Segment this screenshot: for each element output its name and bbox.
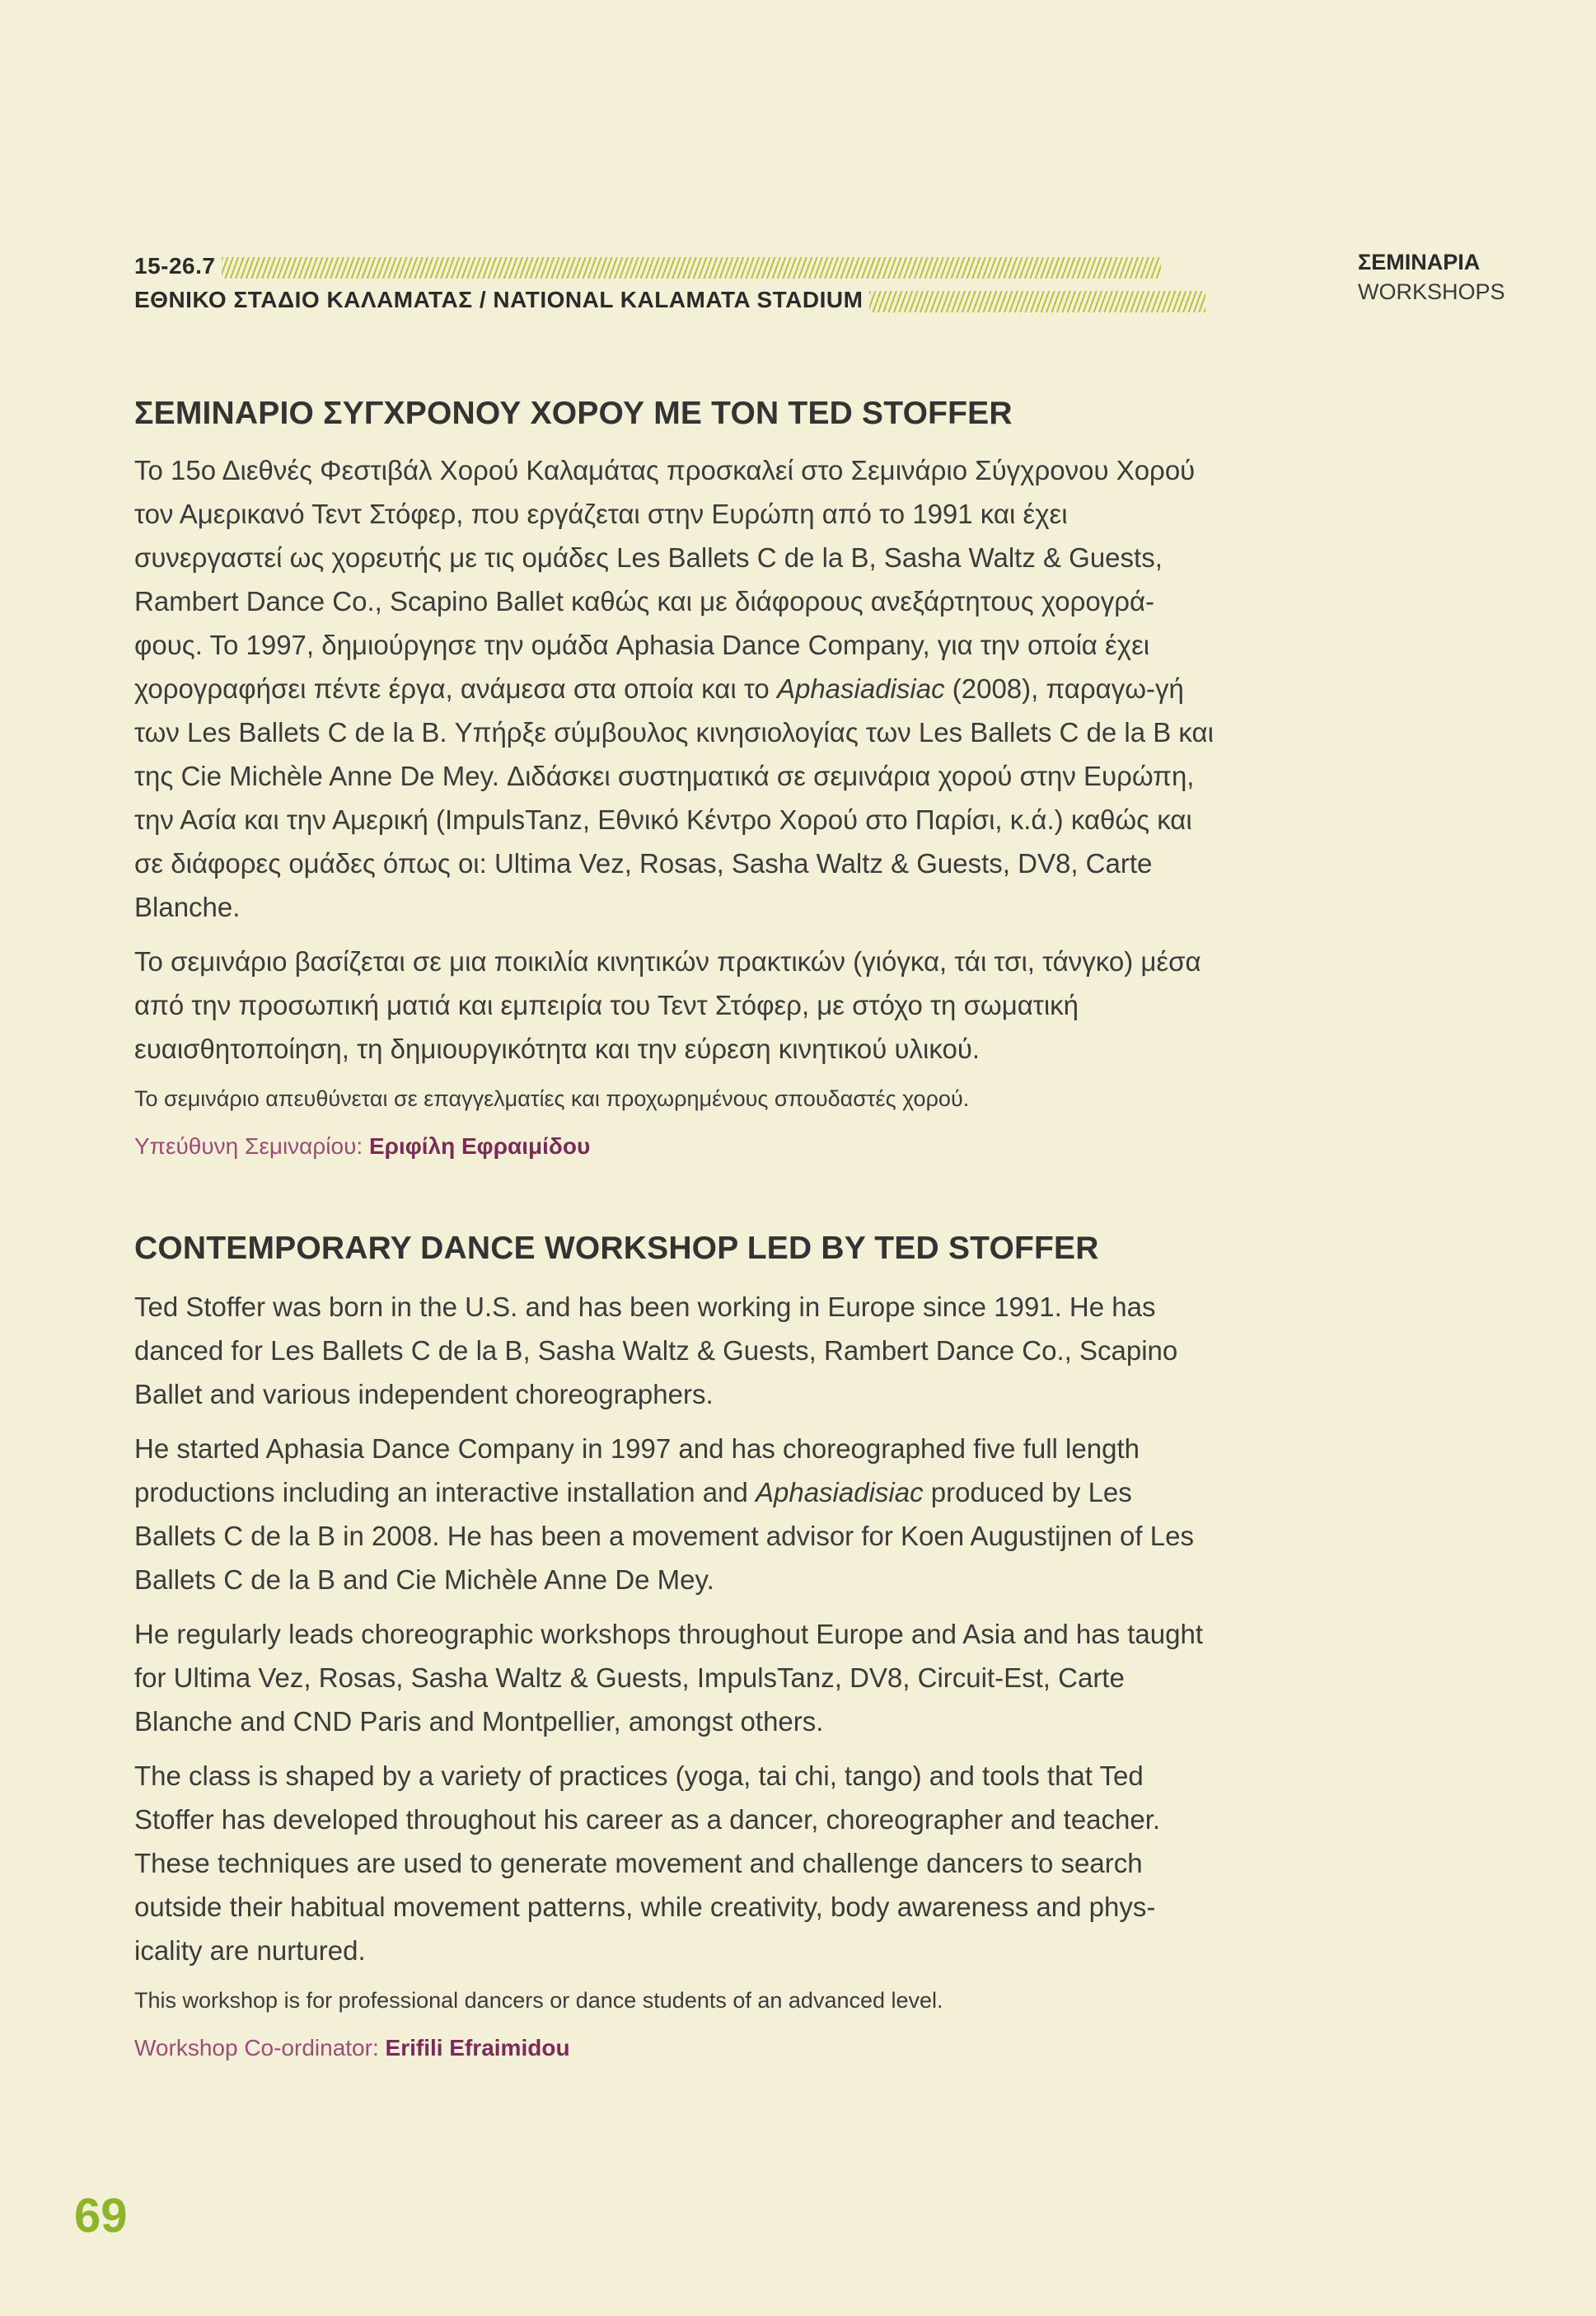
english-paragraph-2	[134, 1427, 1214, 1601]
english-paragraph-1: Ted Stoffer was born in the U.S. and has been working in Europe since 1991. He has danced for Les Ballets C de la B, Sasha Waltz & Guests, Rambert Dance Co., Scapino Ballet and various independent choreographers.	[134, 1292, 1178, 1409]
main-content	[134, 396, 1214, 2065]
work-title: Aphasiadisiac	[776, 673, 945, 704]
english-paragraph-3: He regularly leads choreographic workshops throughout Europe and Asia and has taught for Ultima Vez, Rosas, Sasha Waltz & Guests, ImpulsTanz, DV8, Circuit-Est, Carte Blanche and CND Paris and Montpellier, amongst others.	[134, 1619, 1204, 1737]
text-run: (2008), παραγω-γή των Les Ballets C de la B. Υπήρξε σύμβουλος κινησιολογίας των Les Ballets C de la B και της Cie Michèle Anne De Mey. Διδάσκει συστηματικά σε σεμινάρια χορού στην Ευρώπη, την Ασία και την Αμερική (ImpulsTanz, Εθνικό Κέντρο Χορού στο Παρίσι, κ.ά.) καθώς και σε διάφορες ομάδες όπως οι: Ultima Vez, Rosas, Sasha Waltz & Guests, DV8, Carte Blanche.	[134, 673, 1214, 922]
coordinator-label: Υπεύθυνη Σεμιναρίου:	[134, 1133, 363, 1159]
work-title: Aphasiadisiac	[755, 1477, 924, 1507]
greek-paragraph-1	[134, 448, 1214, 929]
coordinator-name: Erifili Efraimidou	[385, 2035, 570, 2060]
greek-title: ΣΕΜΙΝΑΡΙΟ ΣΥΓΧΡΟΝΟΥ ΧΟΡΟΥ ΜΕ ΤΟΝ TED STOFFER	[134, 396, 1013, 431]
header-dates-line	[134, 253, 1205, 286]
section-greek: ΣΕΜΙΝΑΡΙΑ	[1358, 250, 1481, 274]
header-venue-line	[134, 287, 1205, 320]
header-dates: 15-26.7	[134, 253, 216, 279]
coordinator-name: Εριφίλη Εφραιμίδου	[368, 1133, 591, 1159]
english-title: CONTEMPORARY DANCE WORKSHOP LED BY TED STOFFER	[134, 1231, 1099, 1266]
page-number: 69	[74, 2189, 128, 2243]
english-paragraph-4: The class is shaped by a variety of practices (yoga, tai chi, tango) and tools that Ted Stoffer has developed throughout his career as a dancer, choreographer and teacher. These techniques are used to generate movement and challenge dancers to search outside their habitual movement patterns, while creativity, body awareness and phys-icality are nurtured.	[134, 1760, 1161, 1966]
section-tag	[1358, 247, 1505, 307]
hatch-rule	[222, 257, 1161, 279]
hatch-rule	[869, 291, 1205, 312]
english-coordinator	[134, 2032, 1214, 2065]
section-english: WORKSHOPS	[1358, 279, 1505, 304]
header-venue: ΕΘΝΙΚΟ ΣΤΑΔΙΟ ΚΑΛΑΜΑΤΑΣ / NATIONAL KALAMATA STADIUM	[134, 287, 864, 312]
text-run: He started Aphasia Dance Company in 1997 and has choreographed five full length productions including an interactive installation and	[134, 1433, 1140, 1507]
text-run: Το 15ο Διεθνές Φεστιβάλ Χορού Καλαμάτας προσκαλεί στο Σεμινάριο Σύγχρονου Χορού τον Αμερικανό Τεντ Στόφερ, που εργάζεται στην Ευρώπη από το 1991 και έχει συνεργαστεί ως χορευτής με τις ομάδες Les Ballets C de la B, Sasha Waltz & Guests, Rambert Dance Co., Scapino Ballet καθώς και με διάφορους ανεξάρτητους χορογρά-φους. Το 1997, δημιούργησε την ομάδα Aphasia Dance Company, για την οποία έχει χορογραφήσει πέντε έργα, ανάμεσα στα οποία και το	[134, 455, 1196, 704]
greek-coordinator	[134, 1130, 1214, 1163]
greek-note: Το σεμινάριο απευθύνεται σε επαγγελματίες και προχωρημένους σπουδαστές χορού.	[134, 1086, 970, 1111]
greek-paragraph-2: Το σεμινάριο βασίζεται σε μια ποικιλία κινητικών πρακτικών (γιόγκα, τάι τσι, τάνγκο) μέσα από την προσωπική ματιά και εμπειρία του Τεντ Στόφερ, με στόχο τη σωματική ευαισθητοποίηση, τη δημιουργικότητα και την εύρεση κινητικού υλικού.	[134, 946, 1201, 1064]
english-note: This workshop is for professional dancers or dance students of an advanced level.	[134, 1988, 943, 2013]
coordinator-label: Workshop Co-ordinator:	[134, 2035, 379, 2060]
text-run: produced by Les Ballets C de la B in 2008. He has been a movement advisor for Koen Augustijnen of Les Ballets C de la B and Cie Michèle Anne De Mey.	[134, 1477, 1194, 1595]
